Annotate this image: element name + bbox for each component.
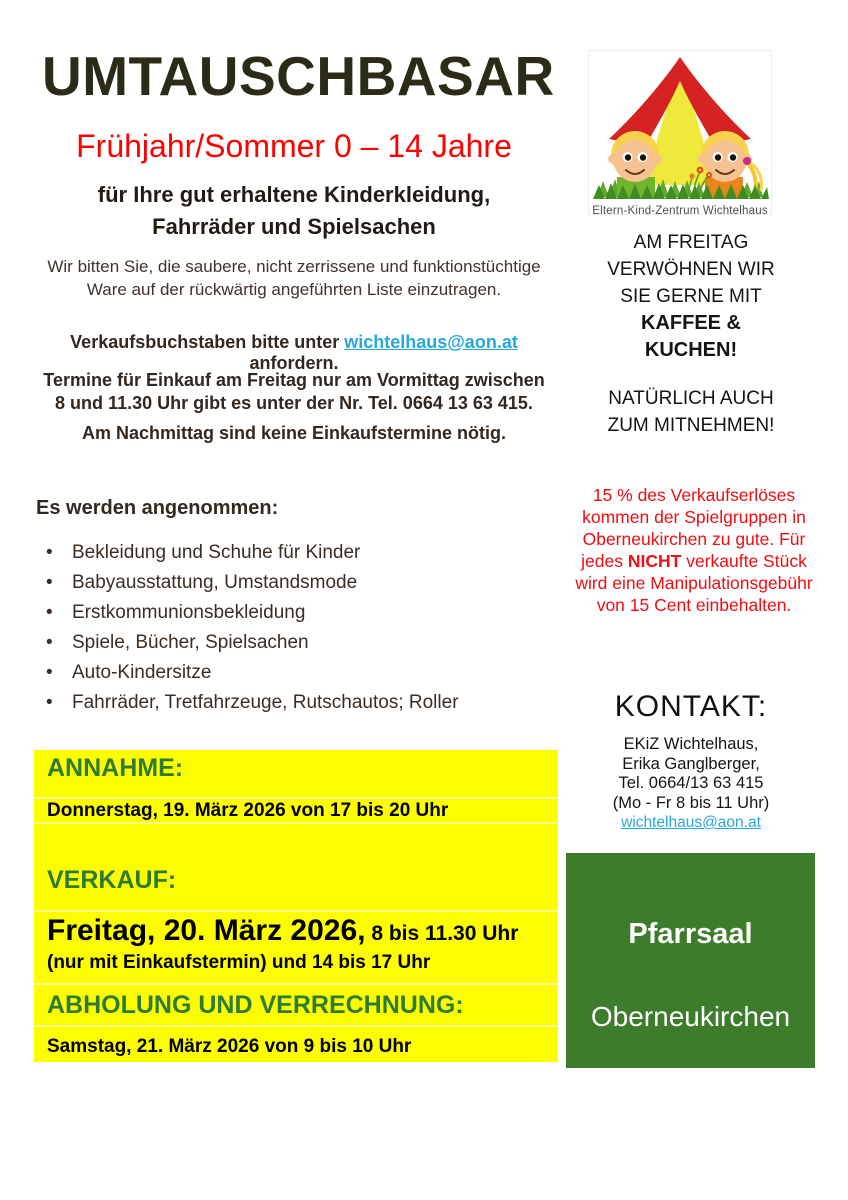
lead-text — [38, 179, 550, 243]
annahme-date: Donnerstag, 19. März 2026 von 17 bis 20 Uhr — [34, 797, 558, 822]
venue-box — [566, 853, 815, 1068]
abholung-date: Samstag, 21. März 2026 von 9 bis 10 Uhr — [34, 1025, 558, 1062]
request-suffix: anfordern. — [249, 353, 339, 373]
list-item: • Spiele, Bücher, Spielsachen — [36, 628, 546, 658]
logo-caption: Eltern-Kind-Zentrum Wichtelhaus — [592, 205, 768, 217]
lead-line-1: für Ihre gut erhaltene Kinderkleidung, — [97, 182, 491, 207]
contact-details — [566, 735, 816, 833]
verkauf-date: Freitag, 20. März 2026, — [47, 914, 366, 947]
email-link[interactable]: wichtelhaus@aon.at — [344, 332, 518, 352]
verkauf-heading: VERKAUF: — [34, 822, 558, 910]
kaffee-line: VERWÖHNEN WIR — [607, 259, 775, 280]
wichtelhaus-logo-icon — [589, 51, 771, 199]
kaffee-kuchen-block — [566, 229, 816, 439]
accepted-items-list — [36, 538, 546, 718]
request-prefix: Verkaufsbuchstaben bitte unter — [70, 332, 345, 352]
intro-line-2: Ware auf der rückwärtig angeführten Liste einzutragen. — [86, 280, 502, 299]
lead-line-2: Fahrräder und Spielsachen — [152, 214, 436, 239]
contact-line: EKiZ Wichtelhaus, — [623, 735, 759, 753]
fee-note-part-2: verkaufte Stück wird eine Manipulationsgebühr von 15 Cent einbehalten. — [575, 551, 813, 615]
list-item: • Babyausstattung, Umstandsmode — [36, 568, 546, 598]
sales-letters-note — [38, 332, 550, 374]
takeaway-line: ZUM MITNEHMEN! — [607, 415, 775, 436]
kaffee-bold-line: KAFFEE & — [641, 312, 741, 334]
verkauf-dates — [34, 910, 558, 983]
afternoon-note: Am Nachmittag sind keine Einkaufstermine nötig. — [81, 423, 507, 443]
organization-logo — [588, 50, 772, 215]
appointment-line-1: Termine für Einkauf am Freitag nur am Vormittag zwischen — [43, 370, 545, 390]
list-item: • Erstkommunionsbekleidung — [36, 598, 546, 628]
kaffee-line: AM FREITAG — [633, 232, 749, 253]
fee-note-bold: NICHT — [627, 551, 682, 571]
takeaway-line: NATÜRLICH AUCH — [608, 388, 774, 409]
takeaway-note — [566, 385, 816, 439]
list-item: • Bekleidung und Schuhe für Kinder — [36, 538, 546, 568]
season-subtitle: Frühjahr/Sommer 0 – 14 Jahre — [76, 128, 512, 164]
contact-line: Erika Ganglberger, — [622, 754, 760, 773]
venue-name: Pfarrsaal — [628, 918, 753, 950]
contact-email-link[interactable]: wichtelhaus@aon.at — [621, 814, 761, 831]
appointment-line-2: 8 und 11.30 Uhr gibt es unter der Nr. Tel. 0664 13 63 415. — [55, 393, 533, 413]
intro-paragraph — [38, 255, 550, 301]
annahme-heading: ANNAHME: — [47, 754, 184, 782]
fee-note-part-1: 15 % des Verkaufserlöses kommen der Spielgruppen in Oberneukirchen zu gute. Für jedes — [581, 485, 806, 571]
kaffee-line: SIE GERNE MIT — [620, 286, 762, 307]
venue-city: Oberneukirchen — [590, 1001, 791, 1032]
verkauf-time: 8 bis 11.30 Uhr — [365, 922, 519, 945]
list-item: • Fahrräder, Tretfahrzeuge, Rutschautos; Roller — [36, 688, 546, 718]
fee-note — [574, 484, 814, 616]
accepted-items-heading: Es werden angenommen: — [36, 497, 279, 519]
contact-line: Tel. 0664/13 63 415 — [618, 774, 764, 792]
contact-line: (Mo - Fr 8 bis 11 Uhr) — [612, 793, 770, 812]
intro-line-1: Wir bitten Sie, die saubere, nicht zerrissene und funktionstüchtige — [47, 257, 541, 276]
verkauf-date-line-2: (nur mit Einkaufstermin) und 14 bis 17 Uhr — [47, 952, 431, 973]
abholung-heading: ABHOLUNG UND VERRECHNUNG: — [34, 983, 558, 1025]
contact-heading: KONTAKT: — [614, 690, 768, 723]
verkauf-date-line — [47, 914, 558, 948]
list-item: • Auto-Kindersitze — [36, 658, 546, 688]
kaffee-bold-line: KUCHEN! — [644, 339, 738, 361]
appointment-info — [38, 369, 550, 415]
page-title: UMTAUSCHBASAR — [42, 45, 555, 107]
schedule-box — [34, 750, 558, 1062]
